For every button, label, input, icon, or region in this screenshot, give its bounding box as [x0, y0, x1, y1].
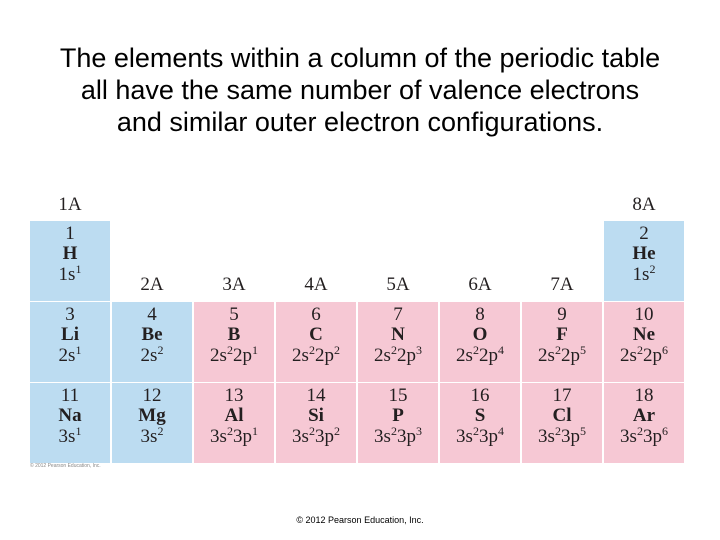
orbital: 3p: [560, 426, 580, 447]
electron-count: 1: [75, 343, 82, 357]
electron-count: 1: [251, 424, 258, 438]
orbital: 2s: [374, 345, 391, 366]
element-cell-b: [193, 301, 275, 383]
atomic-number: 3: [65, 304, 75, 325]
element-symbol: Na: [58, 405, 82, 426]
element-cell-mg: [111, 382, 193, 464]
orbital: 1s: [58, 264, 76, 285]
figure-copyright: © 2012 Pearson Education, Inc.: [30, 463, 101, 469]
electron-configuration: [522, 345, 602, 366]
orbital: 3s: [374, 426, 391, 447]
electron-count: 1: [251, 343, 258, 357]
orbital: 3s: [58, 426, 76, 447]
electron-count: 2: [308, 343, 315, 357]
element-cell-na: [29, 382, 111, 464]
electron-count: 2: [554, 424, 561, 438]
orbital: 3s: [456, 426, 473, 447]
group-label-2a: 2A: [140, 274, 164, 295]
element-cell-s: [439, 382, 521, 464]
electron-count: 5: [579, 424, 586, 438]
electron-configuration: [604, 345, 684, 366]
electron-count: 2: [226, 424, 233, 438]
slide-title: [20, 42, 700, 138]
element-cell-ar: [603, 382, 685, 464]
electron-count: 2: [649, 262, 656, 276]
electron-configuration: [112, 345, 192, 366]
group-label-1a: 1A: [58, 194, 82, 215]
electron-configuration: [194, 426, 274, 447]
group-label-4a: 4A: [304, 274, 328, 295]
element-symbol: Ne: [632, 324, 656, 345]
orbital: 2s: [140, 345, 158, 366]
element-symbol: Mg: [138, 405, 166, 426]
orbital: 2s: [620, 345, 637, 366]
orbital: 3p: [396, 426, 416, 447]
orbital: 3s: [538, 426, 555, 447]
element-cell-p: [357, 382, 439, 464]
electron-configuration: [358, 345, 438, 366]
electron-configuration: [276, 426, 356, 447]
element-cell-be: [111, 301, 193, 383]
element-cell-n: [357, 301, 439, 383]
electron-configuration: [440, 345, 520, 366]
atomic-number: 15: [388, 385, 408, 406]
orbital: 2p: [396, 345, 416, 366]
electron-count: 3: [415, 343, 422, 357]
orbital: 3p: [314, 426, 334, 447]
electron-count: 2: [636, 424, 643, 438]
orbital: 2p: [642, 345, 662, 366]
electron-configuration: [604, 426, 684, 447]
orbital: 2s: [210, 345, 227, 366]
element-symbol: Li: [61, 324, 79, 345]
orbital: 3s: [620, 426, 637, 447]
electron-configuration: [440, 426, 520, 447]
element-symbol: H: [62, 243, 78, 264]
electron-configuration: [30, 345, 110, 366]
group-label-6a: 6A: [468, 274, 492, 295]
title-line-1: The elements within a column of the periodic table: [59, 43, 661, 73]
orbital: 2p: [560, 345, 580, 366]
orbital: 3s: [140, 426, 158, 447]
title-line-3: and similar outer electron configurations.: [116, 107, 604, 137]
element-symbol: B: [227, 324, 241, 345]
electron-count: 6: [661, 343, 668, 357]
orbital: 3s: [292, 426, 309, 447]
group-label-7a: 7A: [550, 274, 574, 295]
orbital: 2p: [232, 345, 252, 366]
electron-configuration: [276, 345, 356, 366]
atomic-number: 12: [142, 385, 162, 406]
element-symbol: O: [472, 324, 488, 345]
element-symbol: N: [391, 324, 405, 345]
element-symbol: Al: [224, 405, 244, 426]
electron-configuration: [522, 426, 602, 447]
electron-count: 2: [554, 343, 561, 357]
element-cell-si: [275, 382, 357, 464]
electron-configuration: [194, 345, 274, 366]
orbital: 2s: [456, 345, 473, 366]
element-cell-h: [29, 220, 111, 302]
atomic-number: 14: [306, 385, 326, 406]
atomic-number: 5: [229, 304, 239, 325]
atomic-number: 11: [60, 385, 80, 406]
orbital: 2s: [292, 345, 309, 366]
electron-count: 2: [390, 424, 397, 438]
electron-count: 2: [636, 343, 643, 357]
element-symbol: He: [632, 243, 656, 264]
electron-count: 1: [75, 262, 82, 276]
footer-copyright: © 2012 Pearson Education, Inc.: [296, 515, 424, 525]
element-symbol: Be: [141, 324, 163, 345]
electron-count: 4: [497, 424, 504, 438]
element-cell-c: [275, 301, 357, 383]
element-symbol: F: [556, 324, 568, 345]
title-line-2: all have the same number of valence electrons: [80, 75, 640, 105]
element-symbol: Ar: [632, 405, 656, 426]
electron-count: 4: [497, 343, 504, 357]
orbital: 1s: [632, 264, 650, 285]
element-cell-al: [193, 382, 275, 464]
group-label-8a: 8A: [632, 194, 656, 215]
atomic-number: 1: [65, 223, 75, 244]
element-cell-li: [29, 301, 111, 383]
atomic-number: 9: [557, 304, 567, 325]
atomic-number: 8: [475, 304, 485, 325]
atomic-number: 2: [639, 223, 649, 244]
orbital: 3s: [210, 426, 227, 447]
electron-count: 2: [390, 343, 397, 357]
electron-count: 1: [75, 424, 82, 438]
element-cell-f: [521, 301, 603, 383]
electron-configuration: [112, 426, 192, 447]
electron-configuration: [358, 426, 438, 447]
electron-count: 2: [472, 343, 479, 357]
atomic-number: 10: [634, 304, 654, 325]
electron-count: 2: [157, 424, 164, 438]
electron-count: 6: [661, 424, 668, 438]
electron-configuration: [30, 426, 110, 447]
electron-count: 2: [308, 424, 315, 438]
element-symbol: P: [392, 405, 404, 426]
electron-count: 2: [472, 424, 479, 438]
element-symbol: Cl: [552, 405, 572, 426]
electron-count: 2: [226, 343, 233, 357]
atomic-number: 4: [147, 304, 157, 325]
orbital: 3p: [232, 426, 252, 447]
element-cell-cl: [521, 382, 603, 464]
atomic-number: 6: [311, 304, 321, 325]
atomic-number: 13: [224, 385, 244, 406]
atomic-number: 7: [393, 304, 403, 325]
element-symbol: S: [474, 405, 486, 426]
atomic-number: 17: [552, 385, 572, 406]
electron-count: 2: [333, 424, 340, 438]
element-cell-o: [439, 301, 521, 383]
orbital: 2p: [314, 345, 334, 366]
orbital: 3p: [478, 426, 498, 447]
electron-configuration: [604, 264, 684, 285]
group-label-3a: 3A: [222, 274, 246, 295]
electron-count: 3: [415, 424, 422, 438]
element-symbol: C: [309, 324, 323, 345]
group-label-5a: 5A: [386, 274, 410, 295]
electron-count: 2: [333, 343, 340, 357]
electron-count: 5: [579, 343, 586, 357]
electron-configuration: [30, 264, 110, 285]
element-cell-ne: [603, 301, 685, 383]
atomic-number: 16: [470, 385, 490, 406]
element-cell-he: [603, 220, 685, 302]
atomic-number: 18: [634, 385, 654, 406]
element-symbol: Si: [308, 405, 324, 426]
orbital: 2s: [58, 345, 76, 366]
orbital: 2s: [538, 345, 555, 366]
orbital: 2p: [478, 345, 498, 366]
orbital: 3p: [642, 426, 662, 447]
electron-count: 2: [157, 343, 164, 357]
